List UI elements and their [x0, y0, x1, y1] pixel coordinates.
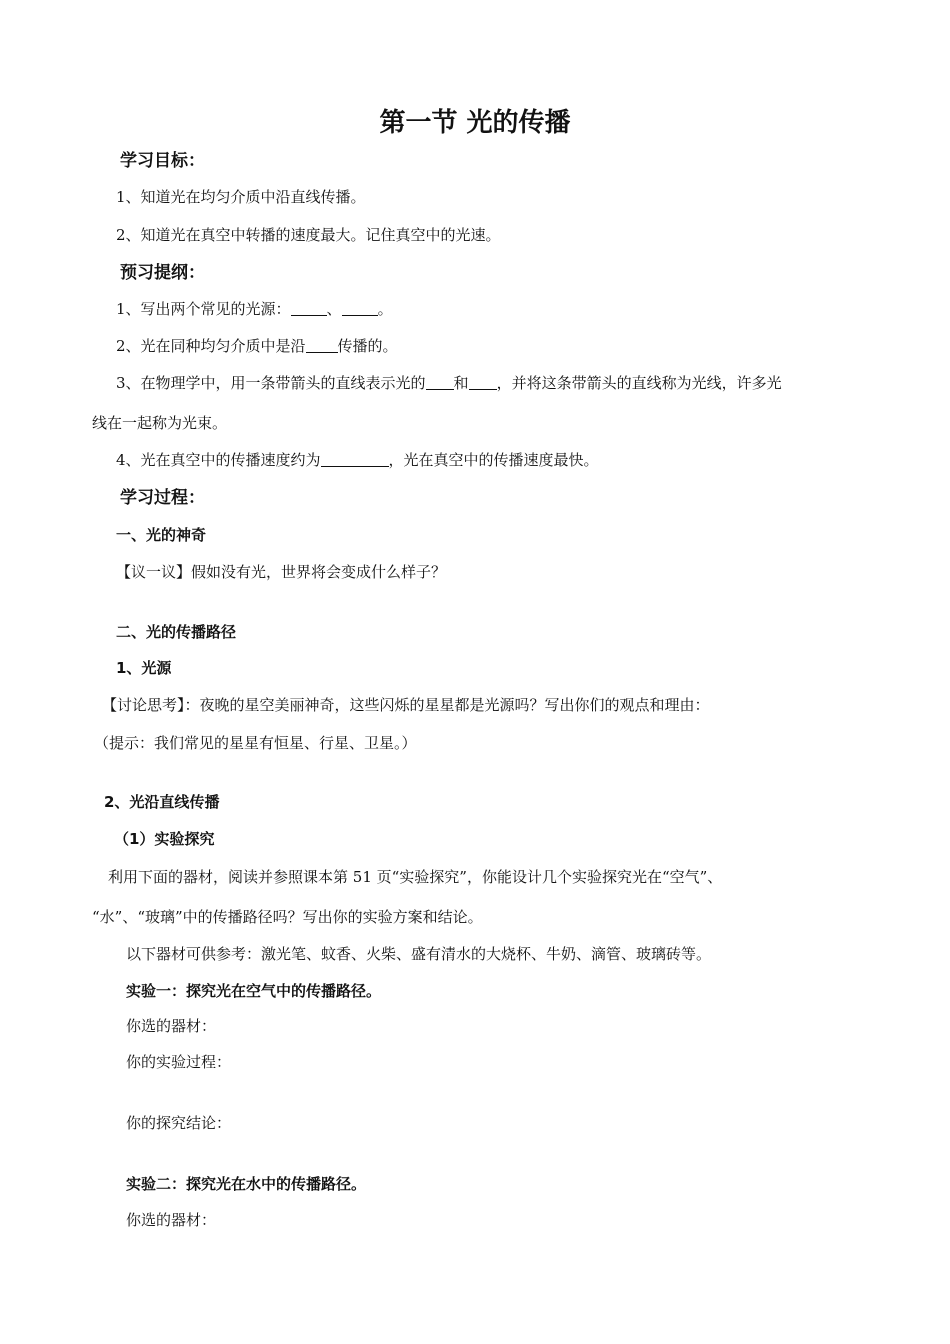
preview-question-4 [116, 450, 599, 470]
answer-blank[interactable] [321, 451, 389, 467]
question-text: ，并将这条带箭头的直线称为光线，许多光 [496, 374, 782, 392]
experiment-heading: （1）实验探究 [114, 830, 215, 848]
question-text: 和 [453, 374, 469, 392]
section-heading: 一、光的神奇 [116, 526, 207, 544]
conclusion-label: 你的探究结论： [126, 1114, 232, 1132]
answer-blank[interactable] [291, 300, 327, 316]
preview-heading: 预习提纲： [120, 263, 205, 283]
subsection-heading: 1、光源 [116, 659, 172, 677]
objectives-heading: 学习目标： [120, 151, 205, 171]
preview-question-1 [116, 299, 393, 319]
question-text: 2、光在同种均匀介质中是沿 [116, 337, 306, 355]
question-text: 、 [326, 300, 342, 318]
process-heading: 学习过程： [120, 488, 205, 508]
question-text: 。 [377, 300, 393, 318]
preview-question-2 [116, 336, 398, 356]
answer-blank[interactable] [342, 300, 378, 316]
question-text: 1、写出两个常见的光源： [116, 300, 291, 318]
answer-blank[interactable] [469, 374, 497, 390]
discussion-prompt: 【议一议】假如没有光，世界将会变成什么样子？ [116, 563, 447, 581]
experiment-text: 利用下面的器材，阅读并参照课本第 51 页“实验探究”，你能设计几个实验探究光在“空气”、 [108, 868, 723, 886]
answer-blank[interactable] [306, 337, 338, 353]
question-text: ，光在真空中的传播速度最快。 [388, 451, 599, 469]
materials-label: 你选的器材： [126, 1211, 217, 1229]
page-title: 第一节 光的传播 [379, 108, 571, 138]
subsection-heading: 2、光沿直线传播 [104, 793, 220, 811]
objective-item: 1、知道光在均匀介质中沿直线传播。 [116, 188, 366, 206]
preview-question-3-cont: 线在一起称为光束。 [92, 414, 228, 432]
materials-label: 你选的器材： [126, 1017, 217, 1035]
answer-blank[interactable] [426, 374, 454, 390]
experiment-text: “水”、“玻璃”中的传播路径吗？写出你的实验方案和结论。 [92, 908, 483, 926]
question-text: 3、在物理学中，用一条带箭头的直线表示光的 [116, 374, 426, 392]
experiment-title: 实验一：探究光在空气中的传播路径。 [126, 982, 382, 1000]
materials-text: 以下器材可供参考：激光笔、蚊香、火柴、盛有清水的大烧杯、牛奶、滴管、玻璃砖等。 [126, 945, 712, 963]
experiment-title: 实验二：探究光在水中的传播路径。 [126, 1175, 367, 1193]
section-heading: 二、光的传播路径 [116, 623, 237, 641]
question-text: 传播的。 [337, 337, 398, 355]
hint-text: （提示：我们常见的星星有恒星、行星、卫星。） [94, 734, 417, 752]
procedure-label: 你的实验过程： [126, 1053, 232, 1071]
preview-question-3 [116, 373, 782, 393]
objective-item: 2、知道光在真空中转播的速度最大。记住真空中的光速。 [116, 226, 501, 244]
question-text: 4、光在真空中的传播速度约为 [116, 451, 321, 469]
discussion-prompt: 【讨论思考】：夜晚的星空美丽神奇，这些闪烁的星星都是光源吗？写出你们的观点和理由： [102, 696, 710, 714]
